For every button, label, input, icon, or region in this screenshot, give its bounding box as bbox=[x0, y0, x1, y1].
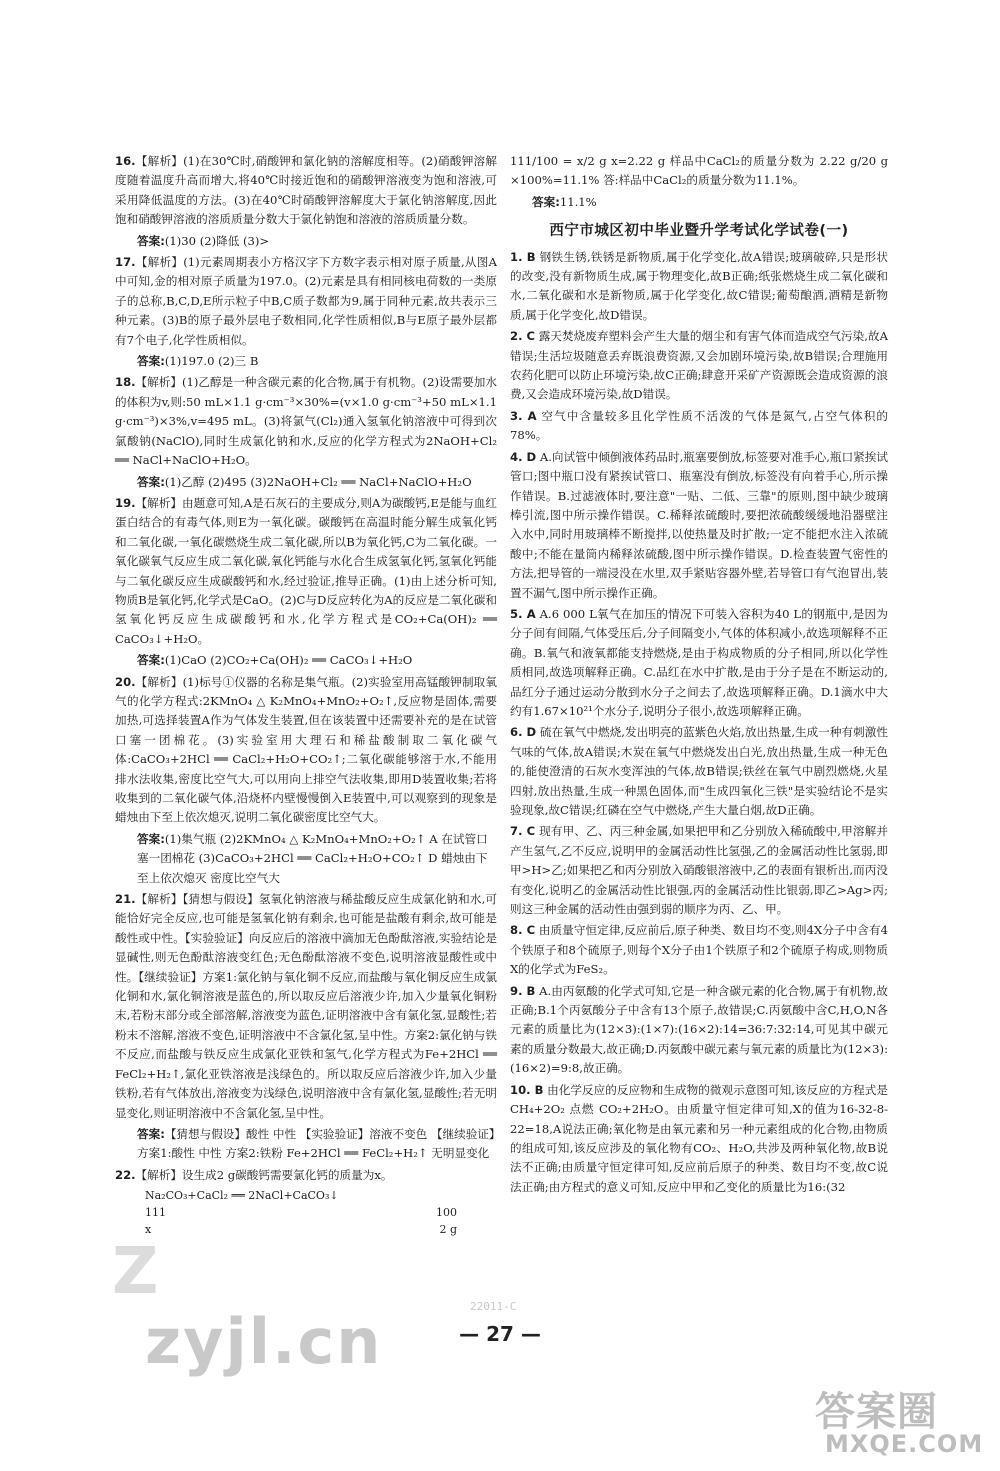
answer-item-4: 4. D A.向试管中倾倒液体药品时,瓶塞要倒放,标签要对准手心,瓶口紧挨试管口;图中瓶口没有紧挨试管口、瓶塞没有倒放,标签没有向着手心,所示操作错误。B.过滤液体时,要注意"一贴、二低、三靠"的原则,图中缺少玻璃棒引流,图中所示操作错误。C.稀释浓硫酸时,要把浓硫酸缓缓地沿器壁注入水中,同时用玻璃棒不断搅拌,以使热量及时扩散;一定不能把水注入浓硫酸中;不能在量筒内稀释浓硫酸,图中所示操作错误。D.检查装置气密性的方法,把导管的一端浸没在水里,双手紧贴容器外壁,若导管口有气泡冒出,装置不漏气,图中所示操作正确。 bbox=[510, 449, 888, 600]
equation-block bbox=[115, 1187, 497, 1238]
watermark-site-logo: zyjl.cn bbox=[145, 1305, 383, 1378]
answer-item-5: 5. A A.6 000 L氧气在加压的情况下可装入容积为40 L的钢瓶中,是因为分子间有间隔,气体受压后,分子间隔变小,气体的体积减小,故选项解释不正确。B.氧气和液氧都能支持燃烧,是由于构成物质的分子相同,所以化学性质相同,故选项解释正确。C.品红在水中扩散,是由于分子是在不断运动的,品红分子通过运动分散到水分子之间去了,故选项解释正确。D.1滴水中大约有1.67×10²¹个水分子,说明分子很小,故选项解释正确。 bbox=[510, 606, 888, 718]
question-17: 17.【解析】(1)元素周期表小方格汉字下方数字表示相对原子质量,从图A中可知,金的相对原子质量为197.0。(2)元素是具有相同核电荷数的一类原子的总称,B,C,D,E所示粒子中B,C质子数都为9,属于同种元素,故共表示三种元素。(3)B的原子最外层电子数相同,化学性质相似,B与E原子最外层都有7个电子,化学性质相似。 bbox=[115, 255, 497, 347]
answer-item-6: 6. D 硫在氧气中燃烧,发出明亮的蓝紫色火焰,放出热量,生成一种有刺激性气味的气体,故A错误;木炭在氧气中燃烧发出白光,放出热量,生成一种无色的,能使澄清的石灰水变浑浊的气体,故B错误;铁丝在氧气中剧烈燃烧,火星四射,放出热量,生成一种黑色固体,而"生成四氧化三铁"是实验结论不是实验现象,故C错误;红磷在空气中燃烧,产生大量白烟,故D正确。 bbox=[510, 725, 889, 817]
answer-item-10: 10. B 由化学反应的反应物和生成物的微观示意图可知,该反应的方程式是CH₄+2O₂ 点燃 CO₂+2H₂O。由质量守恒定律可知,X的值为16-32-8-22=18,A说法正确;氧化物是由氧元素和另一种元素组成的化合物,由物质的组成可知,该反应涉及的氧化物有CO₂、H₂O,共涉及两种氧化物,故B说法不正确;由质量守恒定律可知,反应前后原子的种类、数目均不变,故C说法正确;由方程式的意义可知,反应中甲和乙变化的质量比为16:(32 bbox=[510, 1082, 888, 1194]
answer-item-9: 9. B A.由丙氨酸的化学式可知,它是一种含碳元素的化合物,属于有机物,故正确;B.1个丙氨酸分子中含有13个原子,故错误;C.丙氨酸中含C,H,O,N各元素的质量比为(12×3):(1×7):(16×2):14=36:7:32:14,可见其中碳元素的质量分数最大,故正确;D.丙氨酸中碳元素与氧元素的质量比为(12×3):(16×2)=9:8,故正确。 bbox=[510, 983, 888, 1076]
question-20: 20.【解析】(1)标号①仪器的名称是集气瓶。(2)实验室用高锰酸钾制取氧气的化学方程式:2KMnO₄ △ K₂MnO₄+MnO₂+O₂↑,反应物是固体,需要加热,可选择装置A作为气体发生装置,但在该装置中还需要补充的是在试管口塞一团棉花。(3)实验室用大理石和稀盐酸制取二氧化碳气体:CaCO₃+2HCl ══ CaCl₂+H₂O+CO₂↑;二氧化碳能够溶于水,不能用排水法收集,密度比空气大,可以用向上排空气法收集,即用D装置收集;若将收集到的二氧化碳气体,沿烧杯内壁慢慢倒入E装置中,可以观察到的现象是蜡烛由下至上依次熄灭,说明二氧化碳密度比空气大。 bbox=[115, 674, 497, 825]
left-column bbox=[115, 152, 497, 1238]
answer-item-3: 3. A 空气中含量较多且化学性质不活泼的气体是氮气,占空气体积的78%。 bbox=[510, 408, 889, 443]
page-number: — 27 — bbox=[459, 1322, 541, 1346]
answer-item-8: 8. C 由质量守恒定律,反应前后,原子种类、数目均不变,则4X分子中含有4个铁原子和8个硫原子,则每个X分子由1个铁原子和2个硫原子构成,则物质X的化学式为FeS₂。 bbox=[510, 923, 888, 977]
answer-21: 答案:【猜想与假设】酸性 中性 【实验验证】溶液不变色 【继续验证】方案1:酸性 中性 方案2:铁粉 Fe+2HCl ══ FeCl₂+H₂↑ 无明显变化 bbox=[137, 1126, 495, 1161]
answer-19: 答案:(1)CaO (2)CO₂+Ca(OH)₂ ══ CaCO₃↓+H₂O bbox=[137, 653, 413, 668]
answer-22: 答案:11.1% bbox=[532, 194, 597, 209]
answer-item-7: 7. C 现有甲、乙、丙三种金属,如果把甲和乙分别放入稀硫酸中,甲溶解并产生氢气,乙不反应,说明甲的金属活动性比氢强,乙的金属活动性比氢弱,即甲>H>乙;如果把乙和丙分别放入硝酸银溶液中,乙的表面有银析出,而丙没有变化,说明乙的金属活动性比银强,丙的金属活动性比银弱,即乙>Ag>丙;则这三种金属的活动性由强到弱的顺序为丙、乙、甲。 bbox=[510, 824, 889, 917]
watermark-code: 22011-C bbox=[470, 1300, 517, 1313]
equation-row: x 2 g bbox=[145, 1223, 457, 1237]
answer-item-1: 1. B 钢铁生锈,铁锈是新物质,属于化学变化,故A错误;玻璃破碎,只是形状的改变,没有新物质生成,属于物理变化,故B正确;纸张燃烧生成二氧化碳和水,二氧化碳和水是新物质,属于化学变化,故C错误;葡萄酿酒,酒精是新物质,属于化学变化,故D错误。 bbox=[510, 249, 888, 322]
right-column bbox=[510, 152, 888, 1199]
watermark-logo-url: MXQE.COM bbox=[825, 1430, 984, 1458]
watermark-answer-logo bbox=[815, 1380, 984, 1465]
question-19: 19.【解析】由题意可知,A是石灰石的主要成分,则A为碳酸钙,E是能与血红蛋白结合的有毒气体,则E为一氧化碳。碳酸钙在高温时能分解生成氧化钙和二氧化碳,一氧化碳燃烧生成二氧化碳,所以B为氧化钙,C为二氧化碳。一氧化碳氧气反应生成二氧化碳,氧化钙能与水化合生成氢氧化钙,氢氧化钙能与二氧化碳反应生成碳酸钙和水,经过验证,推导正确。(1)由上述分析可知,物质B是氧化钙,化学式是CaO。(2)C与D反应转化为A的反应是二氧化碳和氢氧化钙反应生成碳酸钙和水,化学方程式是CO₂+Ca(OH)₂ ══ CaCO₃↓+H₂O。 bbox=[115, 495, 497, 646]
watermark-letter: Z bbox=[112, 1235, 159, 1309]
question-22: 22.【解析】设生成2 g碳酸钙需要氯化钙的质量为x。 bbox=[115, 1167, 393, 1182]
answer-18: 答案:(1)乙醇 (2)495 (3)2NaOH+Cl₂ ══ NaCl+NaClO+H₂O bbox=[137, 474, 472, 489]
section-title: 西宁市城区初中毕业暨升学考试化学试卷(一) bbox=[549, 223, 849, 240]
question-18: 18.【解析】(1)乙醇是一种含碳元素的化合物,属于有机物。(2)设需要加水的体积为v,则:50 mL×1.1 g·cm⁻³×30%=(v×1.0 g·cm⁻³+50 mL×1.1 g·cm⁻³)×3%,v=495 mL。(3)将氯气(Cl₂)通入氢氧化钠溶液中可得到次氯酸钠(NaClO),同时生成氯化钠和水,反应的化学方程式为2NaOH+Cl₂ ══ NaCl+NaClO+H₂O。 bbox=[115, 375, 497, 468]
watermark-logo-text: 答案圈 bbox=[815, 1389, 938, 1435]
equation-row: Na₂CO₃+CaCl₂ ══ 2NaCl+CaCO₃↓ bbox=[145, 1189, 339, 1203]
answer-item-2: 2. C 露天焚烧废弃塑料会产生大量的烟尘和有害气体而造成空气污染,故A错误;生活垃圾随意丢弃既浪费资源,又会加剧环境污染,故B错误;合理施用农药化肥可以防止环境污染,故C正确;肆意开采矿产资源既会造成资源的浪费,又会造成环境污染,故D错误。 bbox=[510, 329, 888, 402]
question-22-continued: 111/100 = x/2 g x=2.22 g 样品中CaCl₂的质量分数为 2.22 g/20 g ×100%=11.1% 答:样品中CaCl₂的质量分数为11.1%。 bbox=[510, 154, 888, 188]
question-21: 21.【解析】【猜想与假设】氢氧化钠溶液与稀盐酸反应生成氯化钠和水,可能恰好完全反应,也可能是氢氧化钠有剩余,也可能是盐酸有剩余,故可能是酸性或中性。【实验验证】向反应后的溶液中滴加无色酚酞溶液,实验结论是显碱性,则无色酚酞溶液变红色;无色酚酞溶液不变色,说明溶液显酸性或中性。【继续验证】方案1:氯化钠与氧化铜不反应,而盐酸与氧化铜反应生成氯化铜和水,氯化铜溶液是蓝色的,所以取反应后溶液少许,加入少量氧化铜粉末,若粉末部分或全部溶解,溶液变为蓝色,证明溶液中含有氯化氢,显酸性;若粉末不溶解,溶液不变色,证明溶液中不含氯化氢,呈中性。方案2:氯化钠与铁不反应,而盐酸与铁反应生成氯化亚铁和氢气,化学方程式为Fe+2HCl ══ FeCl₂+H₂↑,氯化亚铁溶液是浅绿色的。所以取反应后溶液少许,加入少量铁粉,若有气体放出,溶液变为浅绿色,说明溶液中含有氯化氢,显酸性;若无明显变化,则证明溶液中不含氯化氢,呈中性。 bbox=[115, 892, 497, 1120]
equation-row: 111 100 bbox=[145, 1206, 457, 1220]
answer-20: 答案:(1)集气瓶 (2)2KMnO₄ △ K₂MnO₄+MnO₂+O₂↑ A 在试管口塞一团棉花 (3)CaCO₃+2HCl ══ CaCl₂+H₂O+CO₂↑ D 蜡烛由下至上依次熄灭 密度比空气大 bbox=[137, 831, 488, 885]
question-16: 16.【解析】(1)在30℃时,硝酸钾和氯化钠的溶解度相等。(2)硝酸钾溶解度随着温度升高而增大,将40℃时接近饱和的硝酸钾溶液变为饱和溶液,可采用降低温度的方法。(3)在40℃时硝酸钾溶解度大于氯化钠溶解度,因此饱和硝酸钾溶液的溶质质量分数大于氯化钠饱和溶液的溶质质量分数。 bbox=[115, 154, 497, 227]
answer-17: 答案:(1)197.0 (2)三 B bbox=[137, 354, 259, 369]
answer-16: 答案:(1)30 (2)降低 (3)> bbox=[137, 233, 270, 248]
